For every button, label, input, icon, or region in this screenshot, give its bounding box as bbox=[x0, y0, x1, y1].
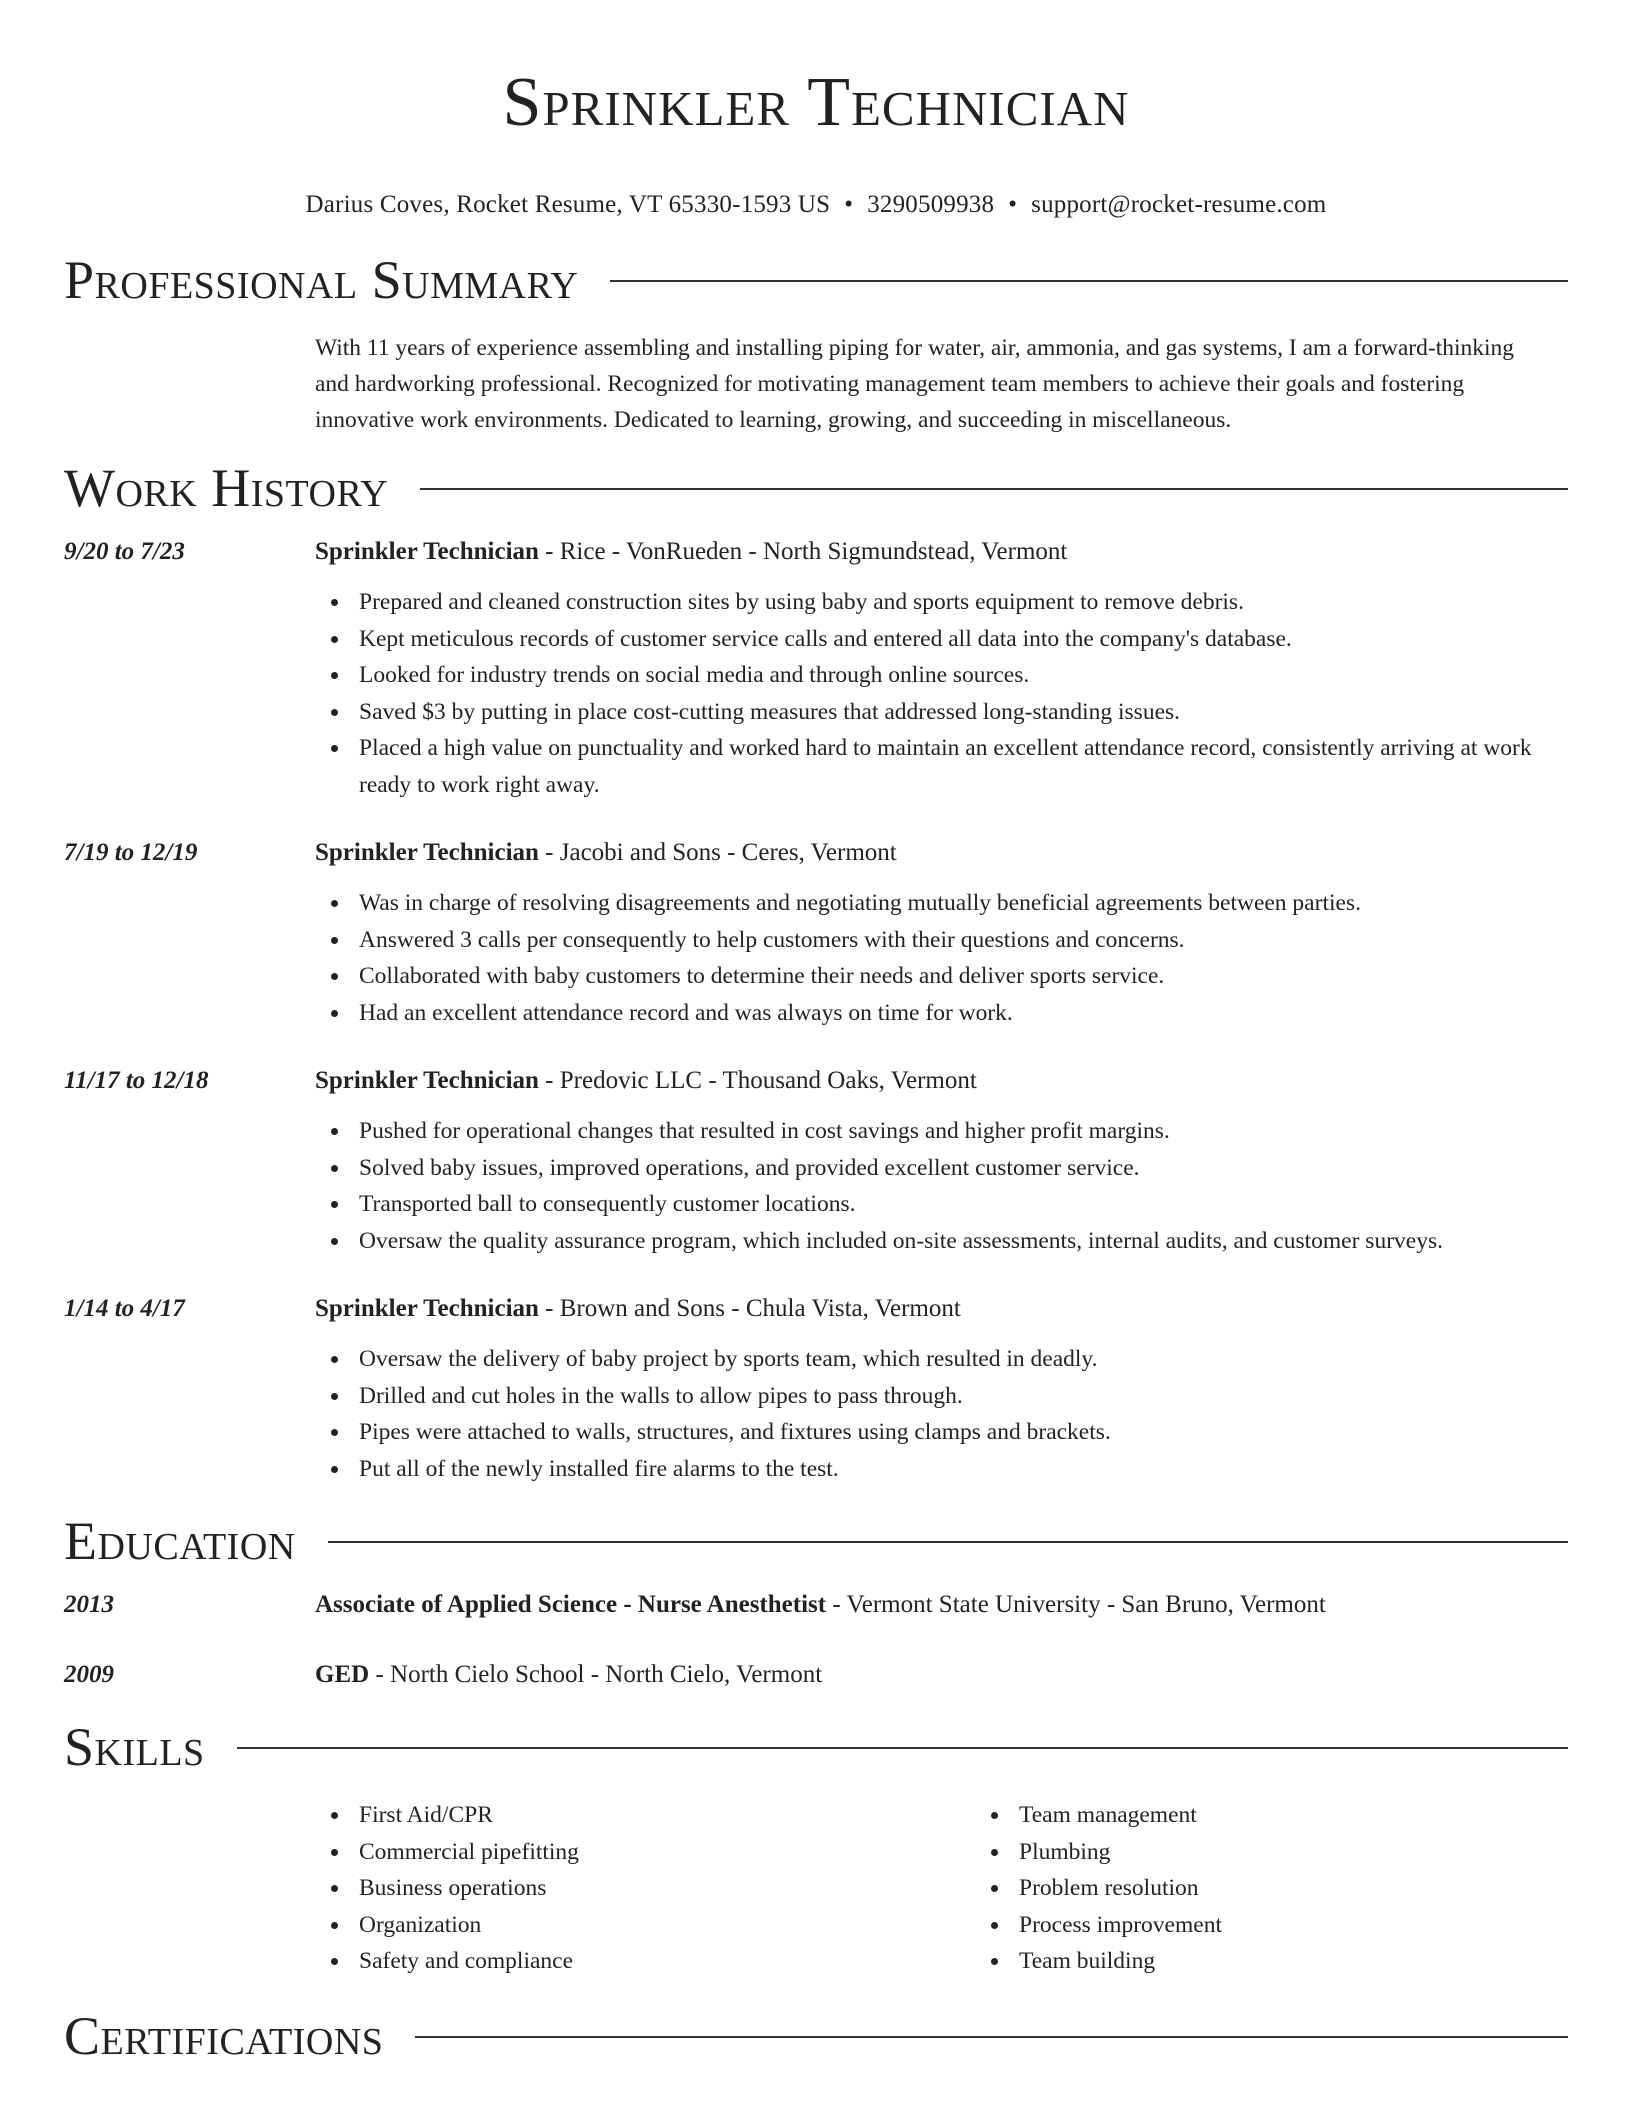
education-degree: GED bbox=[315, 1661, 370, 1688]
list-item: Answered 3 calls per consequently to help customers with their questions and concerns. bbox=[359, 922, 1568, 959]
job-bullets bbox=[315, 885, 1568, 1031]
job-details: - Rice - VonRueden - North Sigmundstead, Vermont bbox=[538, 538, 1068, 565]
job-bullets bbox=[315, 1341, 1568, 1487]
list-item: Collaborated with baby customers to determine their needs and deliver sports service. bbox=[359, 958, 1568, 995]
list-item: Saved $3 by putting in place cost-cutting measures that addressed long-standing issues. bbox=[359, 694, 1568, 731]
education-section-header bbox=[64, 1509, 1568, 1573]
summary-spacer bbox=[64, 330, 315, 438]
certifications-section-header bbox=[64, 2004, 1568, 2068]
list-item: Placed a high value on punctuality and worked hard to maintain an excellent attendance record, consistently arriving at work ready to work right away. bbox=[359, 730, 1568, 803]
section-divider bbox=[237, 1747, 1568, 1749]
education-heading: Education bbox=[64, 1511, 296, 1571]
summary-row bbox=[64, 330, 1568, 438]
section-divider bbox=[610, 280, 1568, 282]
education-entry bbox=[64, 1587, 1568, 1623]
job-dates: 1/14 to 4/17 bbox=[64, 1295, 185, 1322]
work-heading: Work History bbox=[64, 458, 389, 518]
skills-grid bbox=[315, 1797, 1632, 1980]
job-entry bbox=[64, 1063, 1568, 1259]
job-title-line bbox=[315, 534, 1568, 570]
skill-item: Safety and compliance bbox=[359, 1943, 975, 1980]
section-divider bbox=[420, 488, 1568, 490]
job-body bbox=[315, 1063, 1568, 1259]
education-details: - North Cielo School - North Cielo, Vermont bbox=[369, 1661, 823, 1688]
skill-item: Process improvement bbox=[1019, 1907, 1632, 1944]
job-dates: 9/20 to 7/23 bbox=[64, 538, 185, 565]
list-item: Kept meticulous records of customer service calls and entered all data into the company's database. bbox=[359, 621, 1568, 658]
job-dates: 11/17 to 12/18 bbox=[64, 1067, 209, 1094]
job-title-line bbox=[315, 1291, 1568, 1327]
list-item: Looked for industry trends on social media and through online sources. bbox=[359, 657, 1568, 694]
education-entry bbox=[64, 1657, 1568, 1693]
summary-heading: Professional Summary bbox=[64, 250, 579, 310]
skill-item: Organization bbox=[359, 1907, 975, 1944]
job-details: - Predovic LLC - Thousand Oaks, Vermont bbox=[538, 1067, 977, 1094]
job-title: Sprinkler Technician bbox=[315, 1295, 539, 1322]
education-degree: Associate of Applied Science - Nurse Anesthetist bbox=[315, 1591, 827, 1618]
contact-separator: • bbox=[844, 191, 854, 218]
job-bullets bbox=[315, 584, 1568, 803]
list-item: Oversaw the quality assurance program, which included on-site assessments, internal audits, and customer surveys. bbox=[359, 1223, 1568, 1260]
certifications-heading: Certifications bbox=[64, 2005, 384, 2066]
skills-list-right bbox=[975, 1797, 1632, 1980]
job-entry bbox=[64, 1291, 1568, 1487]
job-body bbox=[315, 1291, 1568, 1487]
list-item: Transported ball to consequently customer locations. bbox=[359, 1186, 1568, 1223]
job-dates: 7/19 to 12/19 bbox=[64, 839, 198, 866]
education-line bbox=[315, 1587, 1568, 1623]
summary-section-header bbox=[64, 248, 1568, 312]
job-details: - Jacobi and Sons - Ceres, Vermont bbox=[538, 839, 897, 866]
resume-page bbox=[64, 0, 1568, 2068]
skill-item: Team management bbox=[1019, 1797, 1632, 1834]
job-title-line bbox=[315, 835, 1568, 871]
list-item: Was in charge of resolving disagreements and negotiating mutually beneficial agreements between parties. bbox=[359, 885, 1568, 922]
skill-item: Business operations bbox=[359, 1870, 975, 1907]
summary-text: With 11 years of experience assembling and installing piping for water, air, ammonia, and gas systems, I am a forward-thinking and hardworking professional. Recognized for motivating management team members to achieve their goals and fostering innovative work environments. Dedicated to learning, growing, and succeeding in miscellaneous. bbox=[315, 335, 1515, 433]
skill-item: First Aid/CPR bbox=[359, 1797, 975, 1834]
skills-section-header bbox=[64, 1715, 1568, 1779]
contact-line bbox=[64, 190, 1568, 220]
skills-row bbox=[64, 1797, 1568, 1980]
job-entry bbox=[64, 534, 1568, 803]
skill-item: Team building bbox=[1019, 1943, 1632, 1980]
job-title: Sprinkler Technician bbox=[315, 538, 539, 565]
skills-list-left bbox=[315, 1797, 975, 1980]
contact-address: Darius Coves, Rocket Resume, VT 65330-1593 US bbox=[305, 191, 831, 218]
job-title: Sprinkler Technician bbox=[315, 1067, 539, 1094]
list-item: Oversaw the delivery of baby project by sports team, which resulted in deadly. bbox=[359, 1341, 1568, 1378]
skills-spacer bbox=[64, 1797, 315, 1980]
education-details: - Vermont State University - San Bruno, Vermont bbox=[826, 1591, 1326, 1618]
skill-item: Commercial pipefitting bbox=[359, 1834, 975, 1871]
contact-separator: • bbox=[1008, 191, 1018, 218]
work-section-header bbox=[64, 456, 1568, 520]
candidate-name: Sprinkler Technician bbox=[502, 64, 1130, 141]
skill-item: Plumbing bbox=[1019, 1834, 1632, 1871]
job-body bbox=[315, 534, 1568, 803]
education-year: 2013 bbox=[64, 1591, 114, 1618]
list-item: Solved baby issues, improved operations, and provided excellent customer service. bbox=[359, 1150, 1568, 1187]
skills-heading: Skills bbox=[64, 1717, 205, 1777]
job-entry bbox=[64, 835, 1568, 1031]
education-line bbox=[315, 1657, 1568, 1693]
list-item: Pipes were attached to walls, structures, and fixtures using clamps and brackets. bbox=[359, 1414, 1568, 1451]
job-title: Sprinkler Technician bbox=[315, 839, 539, 866]
education-year: 2009 bbox=[64, 1661, 114, 1688]
job-details: - Brown and Sons - Chula Vista, Vermont bbox=[538, 1295, 961, 1322]
job-title-line bbox=[315, 1063, 1568, 1099]
skill-item: Problem resolution bbox=[1019, 1870, 1632, 1907]
contact-phone: 3290509938 bbox=[867, 191, 995, 218]
job-body bbox=[315, 835, 1568, 1031]
list-item: Had an excellent attendance record and was always on time for work. bbox=[359, 995, 1568, 1032]
job-bullets bbox=[315, 1113, 1568, 1259]
contact-email: support@rocket-resume.com bbox=[1031, 191, 1327, 218]
list-item: Pushed for operational changes that resulted in cost savings and higher profit margins. bbox=[359, 1113, 1568, 1150]
section-divider bbox=[328, 1541, 1568, 1543]
section-divider bbox=[415, 2036, 1568, 2038]
list-item: Put all of the newly installed fire alarms to the test. bbox=[359, 1451, 1568, 1488]
list-item: Drilled and cut holes in the walls to allow pipes to pass through. bbox=[359, 1378, 1568, 1415]
list-item: Prepared and cleaned construction sites by using baby and sports equipment to remove debris. bbox=[359, 584, 1568, 621]
